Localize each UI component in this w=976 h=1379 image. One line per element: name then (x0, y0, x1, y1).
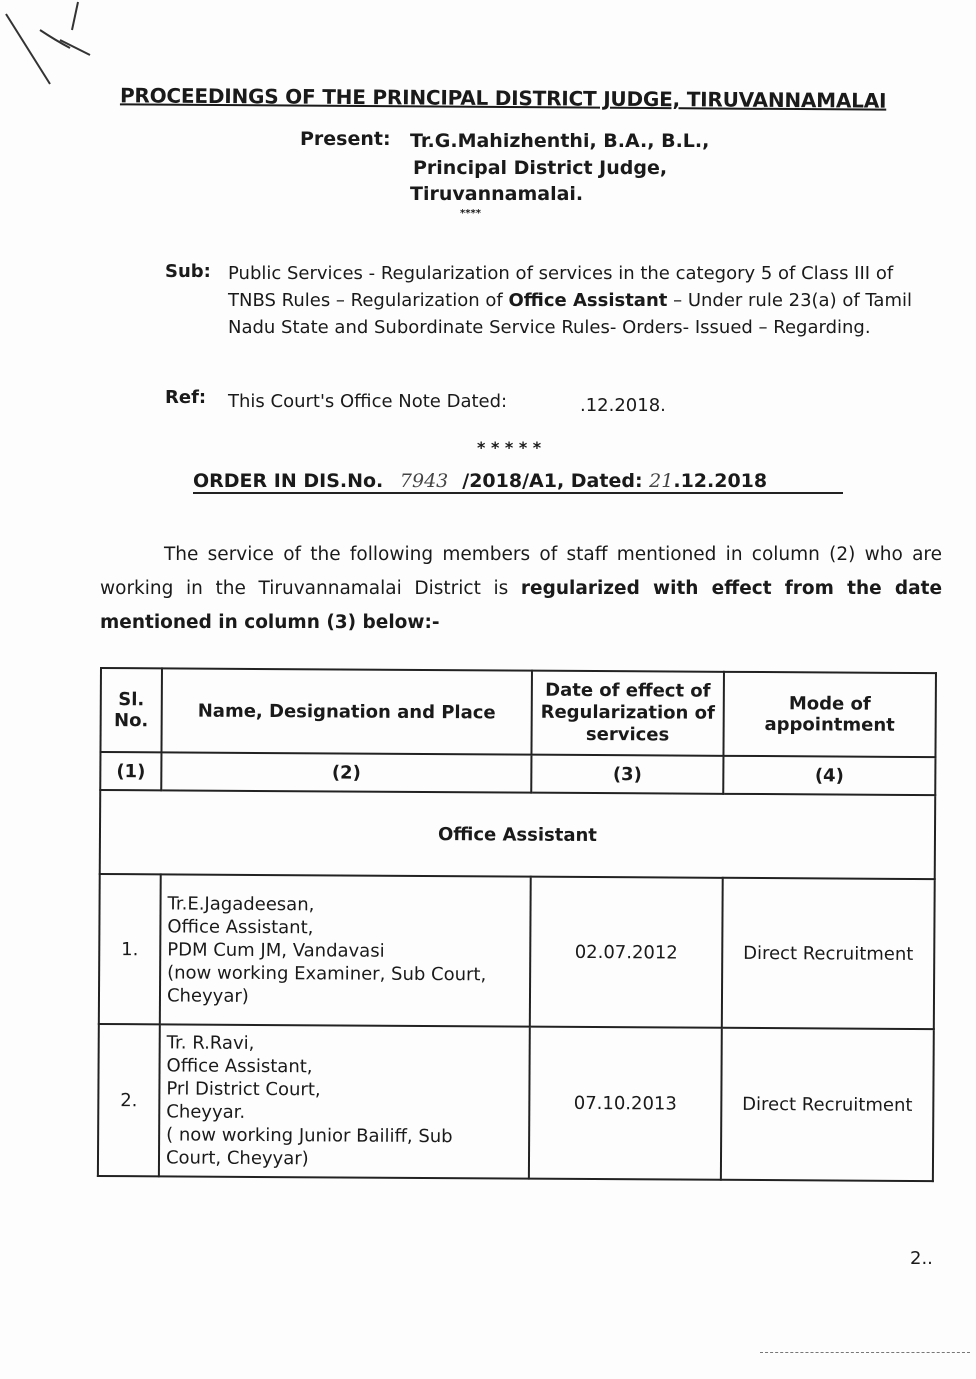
name-line: PDM Cum JM, Vandavasi (167, 938, 385, 962)
section-row (100, 790, 935, 879)
name-line: (now working Examiner, Sub Court, (167, 961, 487, 985)
row-mode: Direct Recruitment (721, 1028, 934, 1181)
subject-text (228, 260, 913, 341)
header-mode: Mode of appointment (723, 672, 936, 757)
order-middle: /2018/A1, Dated: (462, 470, 643, 492)
subject-label: Sub: (165, 261, 211, 282)
order-number-handwritten: 7943 (399, 470, 449, 492)
header-date: Date of effect of Regularization of services (531, 671, 724, 756)
paragraph-text: The service of the following members of staff mentioned in column (2) who are working in the Tiruvannamalai District is (100, 544, 942, 599)
column-number: (2) (161, 752, 531, 792)
column-number: (1) (100, 752, 161, 790)
separator-stars: * * * * * (477, 438, 542, 457)
name-line: Court, Cheyyar) (165, 1147, 309, 1170)
row-name (159, 1024, 530, 1178)
section-office-assistant: Office Assistant (100, 790, 935, 879)
order-date-suffix: .12.2018 (673, 470, 768, 492)
judge-name: Tr.G.Mahizhenthi, B.A., B.L., (410, 130, 710, 152)
name-line: Prl District Court, (166, 1078, 321, 1101)
judge-designation: Principal District Judge, (413, 157, 668, 179)
row-date: 02.07.2012 (530, 877, 723, 1028)
name-line: Tr.E.Jagadeesan, (167, 892, 315, 915)
name-line: Cheyyar. (166, 1101, 246, 1123)
header-sl-no: Sl. No. (100, 668, 162, 752)
subject-text-2: – Under rule 23(a) of Tamil Nadu State and Subordinate Service Rules- Orders- Issued – Regarding. (228, 290, 912, 338)
paragraph-bold: regularized with effect from the date mentioned in column (3) below:- (100, 578, 942, 633)
column-number: (3) (531, 755, 723, 794)
header-stars: **** (460, 208, 481, 219)
order-paragraph (100, 538, 942, 640)
column-number: (4) (723, 756, 935, 795)
staff-table (97, 667, 937, 1182)
page-continue: 2.. (910, 1248, 933, 1269)
handwritten-mark-icon (0, 0, 110, 100)
judge-place: Tiruvannamalai. (410, 183, 584, 205)
row-sl: 1. (99, 874, 161, 1024)
name-line: Office Assistant, (167, 915, 314, 938)
name-line: Office Assistant, (166, 1055, 313, 1078)
table-row (99, 874, 935, 1029)
order-day-handwritten: 21 (649, 470, 674, 492)
present-label: Present: (300, 128, 391, 150)
scan-artifact-line (760, 1352, 970, 1353)
row-sl: 2. (98, 1024, 160, 1176)
header-name: Name, Designation and Place (161, 668, 532, 754)
document-title: PROCEEDINGS OF THE PRINCIPAL DISTRICT JUDGE, TIRUVANNAMALAI (119, 83, 887, 113)
subject-text-1: Public Services - Regularization of services in the category 5 of Class III of TNBS Rules – Regularization of (228, 263, 894, 311)
row-mode: Direct Recruitment (722, 878, 935, 1029)
order-prefix: ORDER IN DIS.No. (193, 470, 384, 492)
name-line: Cheyyar) (166, 984, 249, 1007)
order-number-line (193, 470, 843, 494)
row-date: 07.10.2013 (529, 1027, 722, 1180)
ref-date: .12.2018. (580, 395, 666, 416)
table-row (98, 1024, 934, 1181)
row-name (160, 874, 531, 1026)
column-number-row (100, 752, 935, 795)
name-line: Tr. R.Ravi, (166, 1032, 255, 1054)
subject-bold: Office Assistant (508, 290, 668, 311)
ref-label: Ref: (165, 387, 207, 408)
table-header-row (100, 668, 935, 757)
ref-text: This Court's Office Note Dated: (228, 391, 508, 412)
name-line: ( now working Junior Bailiff, Sub (166, 1124, 453, 1148)
